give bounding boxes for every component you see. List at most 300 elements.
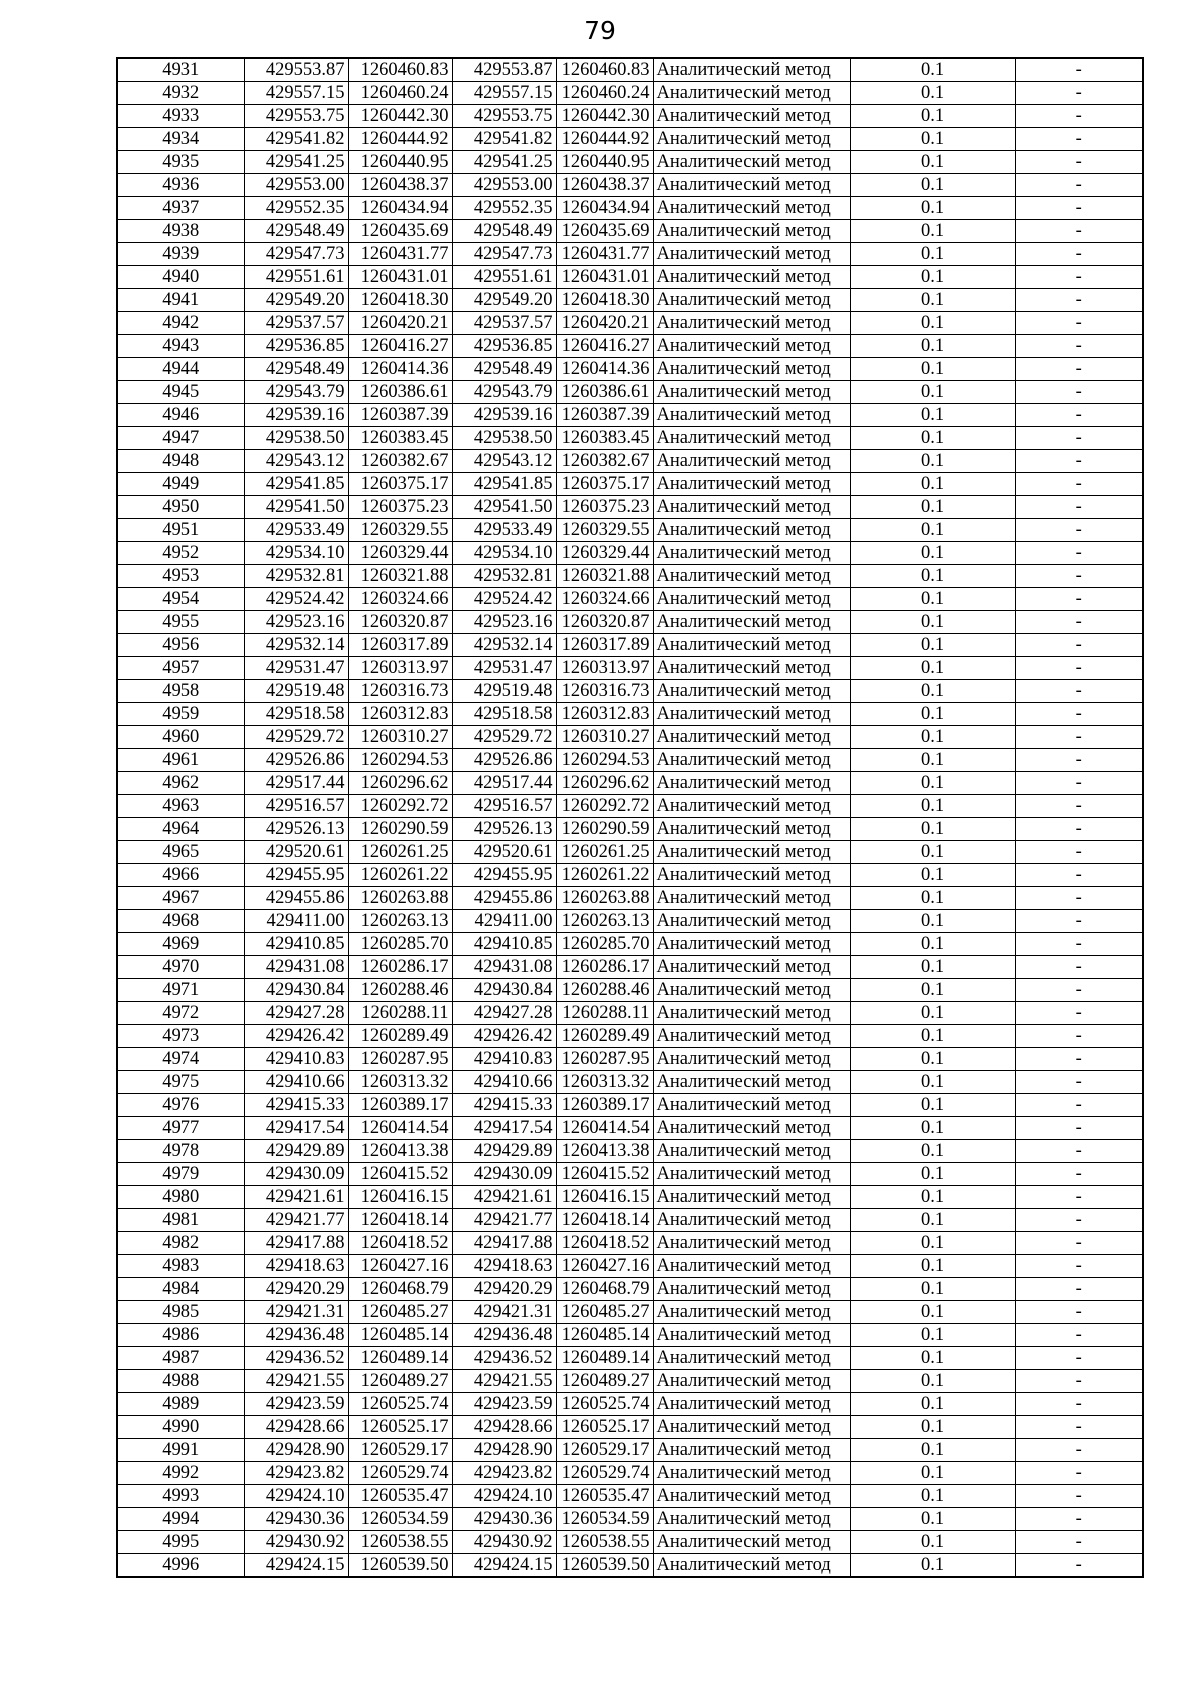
method-cell: Аналитический метод <box>653 1094 850 1117</box>
method-cell: Аналитический метод <box>653 58 850 82</box>
y-coordinate-cell: 1260310.27 <box>348 726 452 749</box>
note-cell: - <box>1015 1186 1143 1209</box>
x-coordinate-cell: 429532.14 <box>244 634 348 657</box>
x-coordinate-2-cell: 429532.81 <box>452 565 556 588</box>
x-coordinate-cell: 429517.44 <box>244 772 348 795</box>
table-row <box>117 887 1143 910</box>
accuracy-cell: 0.1 <box>850 657 1015 680</box>
y-coordinate-2-cell: 1260485.14 <box>556 1324 653 1347</box>
x-coordinate-cell: 429543.79 <box>244 381 348 404</box>
y-coordinate-2-cell: 1260286.17 <box>556 956 653 979</box>
y-coordinate-cell: 1260383.45 <box>348 427 452 450</box>
accuracy-cell: 0.1 <box>850 1209 1015 1232</box>
method-cell: Аналитический метод <box>653 1048 850 1071</box>
method-cell: Аналитический метод <box>653 220 850 243</box>
x-coordinate-cell: 429541.25 <box>244 151 348 174</box>
accuracy-cell: 0.1 <box>850 749 1015 772</box>
accuracy-cell: 0.1 <box>850 818 1015 841</box>
point-number-cell: 4935 <box>117 151 244 174</box>
x-coordinate-cell: 429526.13 <box>244 818 348 841</box>
method-cell: Аналитический метод <box>653 312 850 335</box>
accuracy-cell: 0.1 <box>850 611 1015 634</box>
point-number-cell: 4979 <box>117 1163 244 1186</box>
note-cell: - <box>1015 979 1143 1002</box>
x-coordinate-cell: 429455.95 <box>244 864 348 887</box>
method-cell: Аналитический метод <box>653 335 850 358</box>
x-coordinate-2-cell: 429548.49 <box>452 220 556 243</box>
note-cell: - <box>1015 1393 1143 1416</box>
accuracy-cell: 0.1 <box>850 105 1015 128</box>
table-row <box>117 1508 1143 1531</box>
x-coordinate-2-cell: 429536.85 <box>452 335 556 358</box>
y-coordinate-cell: 1260468.79 <box>348 1278 452 1301</box>
method-cell: Аналитический метод <box>653 1255 850 1278</box>
point-number-cell: 4948 <box>117 450 244 473</box>
y-coordinate-cell: 1260375.17 <box>348 473 452 496</box>
method-cell: Аналитический метод <box>653 542 850 565</box>
note-cell: - <box>1015 358 1143 381</box>
point-number-cell: 4936 <box>117 174 244 197</box>
y-coordinate-2-cell: 1260418.52 <box>556 1232 653 1255</box>
accuracy-cell: 0.1 <box>850 1163 1015 1186</box>
x-coordinate-2-cell: 429430.36 <box>452 1508 556 1531</box>
y-coordinate-2-cell: 1260468.79 <box>556 1278 653 1301</box>
note-cell: - <box>1015 197 1143 220</box>
y-coordinate-cell: 1260324.66 <box>348 588 452 611</box>
x-coordinate-cell: 429553.00 <box>244 174 348 197</box>
method-cell: Аналитический метод <box>653 1508 850 1531</box>
y-coordinate-2-cell: 1260261.22 <box>556 864 653 887</box>
y-coordinate-cell: 1260427.16 <box>348 1255 452 1278</box>
point-number-cell: 4982 <box>117 1232 244 1255</box>
method-cell: Аналитический метод <box>653 519 850 542</box>
table-row <box>117 197 1143 220</box>
x-coordinate-2-cell: 429548.49 <box>452 358 556 381</box>
x-coordinate-2-cell: 429532.14 <box>452 634 556 657</box>
y-coordinate-2-cell: 1260438.37 <box>556 174 653 197</box>
method-cell: Аналитический метод <box>653 450 850 473</box>
point-number-cell: 4939 <box>117 243 244 266</box>
note-cell: - <box>1015 105 1143 128</box>
x-coordinate-cell: 429553.75 <box>244 105 348 128</box>
y-coordinate-cell: 1260389.17 <box>348 1094 452 1117</box>
accuracy-cell: 0.1 <box>850 979 1015 1002</box>
y-coordinate-cell: 1260529.17 <box>348 1439 452 1462</box>
y-coordinate-cell: 1260418.30 <box>348 289 452 312</box>
note-cell: - <box>1015 749 1143 772</box>
method-cell: Аналитический метод <box>653 887 850 910</box>
note-cell: - <box>1015 1232 1143 1255</box>
note-cell: - <box>1015 703 1143 726</box>
method-cell: Аналитический метод <box>653 1071 850 1094</box>
x-coordinate-cell: 429526.86 <box>244 749 348 772</box>
page-number: 79 <box>584 16 616 45</box>
point-number-cell: 4986 <box>117 1324 244 1347</box>
x-coordinate-2-cell: 429430.84 <box>452 979 556 1002</box>
x-coordinate-2-cell: 429526.86 <box>452 749 556 772</box>
point-number-cell: 4954 <box>117 588 244 611</box>
table-row <box>117 128 1143 151</box>
note-cell: - <box>1015 1554 1143 1578</box>
point-number-cell: 4932 <box>117 82 244 105</box>
point-number-cell: 4970 <box>117 956 244 979</box>
x-coordinate-2-cell: 429517.44 <box>452 772 556 795</box>
accuracy-cell: 0.1 <box>850 933 1015 956</box>
x-coordinate-2-cell: 429531.47 <box>452 657 556 680</box>
method-cell: Аналитический метод <box>653 381 850 404</box>
point-number-cell: 4945 <box>117 381 244 404</box>
method-cell: Аналитический метод <box>653 657 850 680</box>
y-coordinate-2-cell: 1260288.46 <box>556 979 653 1002</box>
note-cell: - <box>1015 243 1143 266</box>
accuracy-cell: 0.1 <box>850 887 1015 910</box>
point-number-cell: 4975 <box>117 1071 244 1094</box>
method-cell: Аналитический метод <box>653 588 850 611</box>
x-coordinate-cell: 429421.61 <box>244 1186 348 1209</box>
table-row <box>117 749 1143 772</box>
y-coordinate-cell: 1260431.01 <box>348 266 452 289</box>
method-cell: Аналитический метод <box>653 1324 850 1347</box>
y-coordinate-2-cell: 1260324.66 <box>556 588 653 611</box>
note-cell: - <box>1015 611 1143 634</box>
point-number-cell: 4938 <box>117 220 244 243</box>
x-coordinate-2-cell: 429543.79 <box>452 381 556 404</box>
method-cell: Аналитический метод <box>653 565 850 588</box>
x-coordinate-2-cell: 429423.59 <box>452 1393 556 1416</box>
y-coordinate-cell: 1260292.72 <box>348 795 452 818</box>
table-row <box>117 1117 1143 1140</box>
x-coordinate-2-cell: 429421.31 <box>452 1301 556 1324</box>
method-cell: Аналитический метод <box>653 795 850 818</box>
point-number-cell: 4971 <box>117 979 244 1002</box>
y-coordinate-cell: 1260489.14 <box>348 1347 452 1370</box>
y-coordinate-cell: 1260294.53 <box>348 749 452 772</box>
method-cell: Аналитический метод <box>653 1117 850 1140</box>
x-coordinate-cell: 429516.57 <box>244 795 348 818</box>
point-number-cell: 4983 <box>117 1255 244 1278</box>
accuracy-cell: 0.1 <box>850 1186 1015 1209</box>
y-coordinate-2-cell: 1260321.88 <box>556 565 653 588</box>
point-number-cell: 4965 <box>117 841 244 864</box>
y-coordinate-2-cell: 1260414.54 <box>556 1117 653 1140</box>
accuracy-cell: 0.1 <box>850 841 1015 864</box>
y-coordinate-cell: 1260440.95 <box>348 151 452 174</box>
x-coordinate-2-cell: 429518.58 <box>452 703 556 726</box>
y-coordinate-cell: 1260261.22 <box>348 864 452 887</box>
x-coordinate-2-cell: 429415.33 <box>452 1094 556 1117</box>
note-cell: - <box>1015 1531 1143 1554</box>
x-coordinate-cell: 429430.92 <box>244 1531 348 1554</box>
x-coordinate-2-cell: 429549.20 <box>452 289 556 312</box>
y-coordinate-2-cell: 1260460.83 <box>556 58 653 82</box>
y-coordinate-cell: 1260416.15 <box>348 1186 452 1209</box>
table-row <box>117 1209 1143 1232</box>
x-coordinate-cell: 429410.66 <box>244 1071 348 1094</box>
y-coordinate-2-cell: 1260292.72 <box>556 795 653 818</box>
x-coordinate-cell: 429430.36 <box>244 1508 348 1531</box>
point-number-cell: 4941 <box>117 289 244 312</box>
table-row <box>117 473 1143 496</box>
method-cell: Аналитический метод <box>653 243 850 266</box>
y-coordinate-2-cell: 1260414.36 <box>556 358 653 381</box>
accuracy-cell: 0.1 <box>850 128 1015 151</box>
y-coordinate-2-cell: 1260538.55 <box>556 1531 653 1554</box>
x-coordinate-cell: 429420.29 <box>244 1278 348 1301</box>
y-coordinate-cell: 1260434.94 <box>348 197 452 220</box>
accuracy-cell: 0.1 <box>850 335 1015 358</box>
table-row <box>117 979 1143 1002</box>
method-cell: Аналитический метод <box>653 979 850 1002</box>
y-coordinate-2-cell: 1260418.30 <box>556 289 653 312</box>
note-cell: - <box>1015 519 1143 542</box>
x-coordinate-2-cell: 429534.10 <box>452 542 556 565</box>
x-coordinate-2-cell: 429541.50 <box>452 496 556 519</box>
x-coordinate-cell: 429436.52 <box>244 1347 348 1370</box>
x-coordinate-2-cell: 429410.66 <box>452 1071 556 1094</box>
x-coordinate-cell: 429520.61 <box>244 841 348 864</box>
x-coordinate-2-cell: 429523.16 <box>452 611 556 634</box>
point-number-cell: 4972 <box>117 1002 244 1025</box>
x-coordinate-cell: 429426.42 <box>244 1025 348 1048</box>
point-number-cell: 4973 <box>117 1025 244 1048</box>
y-coordinate-cell: 1260285.70 <box>348 933 452 956</box>
method-cell: Аналитический метод <box>653 1278 850 1301</box>
x-coordinate-2-cell: 429541.85 <box>452 473 556 496</box>
x-coordinate-2-cell: 429553.00 <box>452 174 556 197</box>
table-row <box>117 335 1143 358</box>
point-number-cell: 4957 <box>117 657 244 680</box>
point-number-cell: 4955 <box>117 611 244 634</box>
table-row <box>117 1025 1143 1048</box>
point-number-cell: 4944 <box>117 358 244 381</box>
y-coordinate-2-cell: 1260290.59 <box>556 818 653 841</box>
y-coordinate-cell: 1260534.59 <box>348 1508 452 1531</box>
method-cell: Аналитический метод <box>653 1140 850 1163</box>
point-number-cell: 4992 <box>117 1462 244 1485</box>
x-coordinate-2-cell: 429431.08 <box>452 956 556 979</box>
y-coordinate-cell: 1260489.27 <box>348 1370 452 1393</box>
note-cell: - <box>1015 1094 1143 1117</box>
accuracy-cell: 0.1 <box>850 1048 1015 1071</box>
note-cell: - <box>1015 542 1143 565</box>
x-coordinate-2-cell: 429410.83 <box>452 1048 556 1071</box>
table-row <box>117 289 1143 312</box>
x-coordinate-cell: 429417.54 <box>244 1117 348 1140</box>
note-cell: - <box>1015 1255 1143 1278</box>
method-cell: Аналитический метод <box>653 174 850 197</box>
method-cell: Аналитический метод <box>653 1370 850 1393</box>
accuracy-cell: 0.1 <box>850 197 1015 220</box>
x-coordinate-2-cell: 429557.15 <box>452 82 556 105</box>
table-row <box>117 772 1143 795</box>
x-coordinate-2-cell: 429410.85 <box>452 933 556 956</box>
y-coordinate-cell: 1260316.73 <box>348 680 452 703</box>
x-coordinate-cell: 429518.58 <box>244 703 348 726</box>
accuracy-cell: 0.1 <box>850 726 1015 749</box>
point-number-cell: 4940 <box>117 266 244 289</box>
accuracy-cell: 0.1 <box>850 1025 1015 1048</box>
method-cell: Аналитический метод <box>653 1301 850 1324</box>
method-cell: Аналитический метод <box>653 864 850 887</box>
y-coordinate-cell: 1260538.55 <box>348 1531 452 1554</box>
y-coordinate-cell: 1260485.14 <box>348 1324 452 1347</box>
method-cell: Аналитический метод <box>653 703 850 726</box>
method-cell: Аналитический метод <box>653 105 850 128</box>
accuracy-cell: 0.1 <box>850 1554 1015 1578</box>
table-row <box>117 1140 1143 1163</box>
note-cell: - <box>1015 680 1143 703</box>
point-number-cell: 4994 <box>117 1508 244 1531</box>
table-row <box>117 1163 1143 1186</box>
x-coordinate-cell: 429424.15 <box>244 1554 348 1578</box>
y-coordinate-2-cell: 1260320.87 <box>556 611 653 634</box>
y-coordinate-2-cell: 1260312.83 <box>556 703 653 726</box>
table-row <box>117 312 1143 335</box>
x-coordinate-cell: 429536.85 <box>244 335 348 358</box>
table-row <box>117 58 1143 82</box>
point-number-cell: 4978 <box>117 1140 244 1163</box>
point-number-cell: 4961 <box>117 749 244 772</box>
y-coordinate-cell: 1260375.23 <box>348 496 452 519</box>
y-coordinate-cell: 1260415.52 <box>348 1163 452 1186</box>
note-cell: - <box>1015 933 1143 956</box>
accuracy-cell: 0.1 <box>850 703 1015 726</box>
y-coordinate-2-cell: 1260535.47 <box>556 1485 653 1508</box>
accuracy-cell: 0.1 <box>850 427 1015 450</box>
y-coordinate-2-cell: 1260387.39 <box>556 404 653 427</box>
accuracy-cell: 0.1 <box>850 1071 1015 1094</box>
note-cell: - <box>1015 151 1143 174</box>
x-coordinate-2-cell: 429426.42 <box>452 1025 556 1048</box>
y-coordinate-cell: 1260317.89 <box>348 634 452 657</box>
point-number-cell: 4993 <box>117 1485 244 1508</box>
accuracy-cell: 0.1 <box>850 1278 1015 1301</box>
point-number-cell: 4980 <box>117 1186 244 1209</box>
accuracy-cell: 0.1 <box>850 243 1015 266</box>
method-cell: Аналитический метод <box>653 841 850 864</box>
note-cell: - <box>1015 473 1143 496</box>
method-cell: Аналитический метод <box>653 1462 850 1485</box>
accuracy-cell: 0.1 <box>850 634 1015 657</box>
x-coordinate-2-cell: 429526.13 <box>452 818 556 841</box>
note-cell: - <box>1015 1416 1143 1439</box>
y-coordinate-2-cell: 1260525.17 <box>556 1416 653 1439</box>
method-cell: Аналитический метод <box>653 1531 850 1554</box>
x-coordinate-cell: 429417.88 <box>244 1232 348 1255</box>
accuracy-cell: 0.1 <box>850 956 1015 979</box>
y-coordinate-cell: 1260414.36 <box>348 358 452 381</box>
accuracy-cell: 0.1 <box>850 542 1015 565</box>
method-cell: Аналитический метод <box>653 427 850 450</box>
y-coordinate-2-cell: 1260416.15 <box>556 1186 653 1209</box>
x-coordinate-2-cell: 429516.57 <box>452 795 556 818</box>
x-coordinate-cell: 429531.47 <box>244 657 348 680</box>
accuracy-cell: 0.1 <box>850 1140 1015 1163</box>
table-row <box>117 266 1143 289</box>
table-row <box>117 1554 1143 1578</box>
point-number-cell: 4962 <box>117 772 244 795</box>
accuracy-cell: 0.1 <box>850 1002 1015 1025</box>
x-coordinate-cell: 429421.55 <box>244 1370 348 1393</box>
table-row <box>117 680 1143 703</box>
point-number-cell: 4958 <box>117 680 244 703</box>
table-row <box>117 427 1143 450</box>
x-coordinate-cell: 429421.77 <box>244 1209 348 1232</box>
point-number-cell: 4974 <box>117 1048 244 1071</box>
y-coordinate-2-cell: 1260329.55 <box>556 519 653 542</box>
accuracy-cell: 0.1 <box>850 1462 1015 1485</box>
x-coordinate-cell: 429519.48 <box>244 680 348 703</box>
accuracy-cell: 0.1 <box>850 588 1015 611</box>
x-coordinate-cell: 429529.72 <box>244 726 348 749</box>
y-coordinate-2-cell: 1260442.30 <box>556 105 653 128</box>
x-coordinate-2-cell: 429541.82 <box>452 128 556 151</box>
x-coordinate-cell: 429543.12 <box>244 450 348 473</box>
y-coordinate-2-cell: 1260313.32 <box>556 1071 653 1094</box>
accuracy-cell: 0.1 <box>850 1508 1015 1531</box>
x-coordinate-2-cell: 429421.77 <box>452 1209 556 1232</box>
accuracy-cell: 0.1 <box>850 220 1015 243</box>
point-number-cell: 4946 <box>117 404 244 427</box>
note-cell: - <box>1015 726 1143 749</box>
x-coordinate-2-cell: 429551.61 <box>452 266 556 289</box>
note-cell: - <box>1015 657 1143 680</box>
x-coordinate-cell: 429524.42 <box>244 588 348 611</box>
note-cell: - <box>1015 1025 1143 1048</box>
table-row <box>117 634 1143 657</box>
point-number-cell: 4987 <box>117 1347 244 1370</box>
y-coordinate-cell: 1260286.17 <box>348 956 452 979</box>
method-cell: Аналитический метод <box>653 266 850 289</box>
x-coordinate-cell: 429548.49 <box>244 358 348 381</box>
accuracy-cell: 0.1 <box>850 1393 1015 1416</box>
y-coordinate-2-cell: 1260431.01 <box>556 266 653 289</box>
x-coordinate-cell: 429455.86 <box>244 887 348 910</box>
y-coordinate-cell: 1260416.27 <box>348 335 452 358</box>
table-row <box>117 174 1143 197</box>
y-coordinate-cell: 1260444.92 <box>348 128 452 151</box>
x-coordinate-cell: 429436.48 <box>244 1324 348 1347</box>
y-coordinate-2-cell: 1260413.38 <box>556 1140 653 1163</box>
accuracy-cell: 0.1 <box>850 565 1015 588</box>
x-coordinate-cell: 429431.08 <box>244 956 348 979</box>
y-coordinate-2-cell: 1260420.21 <box>556 312 653 335</box>
method-cell: Аналитический метод <box>653 128 850 151</box>
y-coordinate-2-cell: 1260539.50 <box>556 1554 653 1578</box>
x-coordinate-2-cell: 429519.48 <box>452 680 556 703</box>
y-coordinate-2-cell: 1260431.77 <box>556 243 653 266</box>
y-coordinate-cell: 1260418.14 <box>348 1209 452 1232</box>
table-row <box>117 358 1143 381</box>
accuracy-cell: 0.1 <box>850 358 1015 381</box>
y-coordinate-cell: 1260438.37 <box>348 174 452 197</box>
table-row <box>117 1370 1143 1393</box>
x-coordinate-2-cell: 429455.86 <box>452 887 556 910</box>
table-row <box>117 1439 1143 1462</box>
note-cell: - <box>1015 82 1143 105</box>
accuracy-cell: 0.1 <box>850 404 1015 427</box>
table-row <box>117 82 1143 105</box>
y-coordinate-cell: 1260525.17 <box>348 1416 452 1439</box>
point-number-cell: 4967 <box>117 887 244 910</box>
note-cell: - <box>1015 450 1143 473</box>
table-row <box>117 1278 1143 1301</box>
table-row <box>117 588 1143 611</box>
method-cell: Аналитический метод <box>653 197 850 220</box>
y-coordinate-2-cell: 1260288.11 <box>556 1002 653 1025</box>
accuracy-cell: 0.1 <box>850 910 1015 933</box>
y-coordinate-cell: 1260414.54 <box>348 1117 452 1140</box>
